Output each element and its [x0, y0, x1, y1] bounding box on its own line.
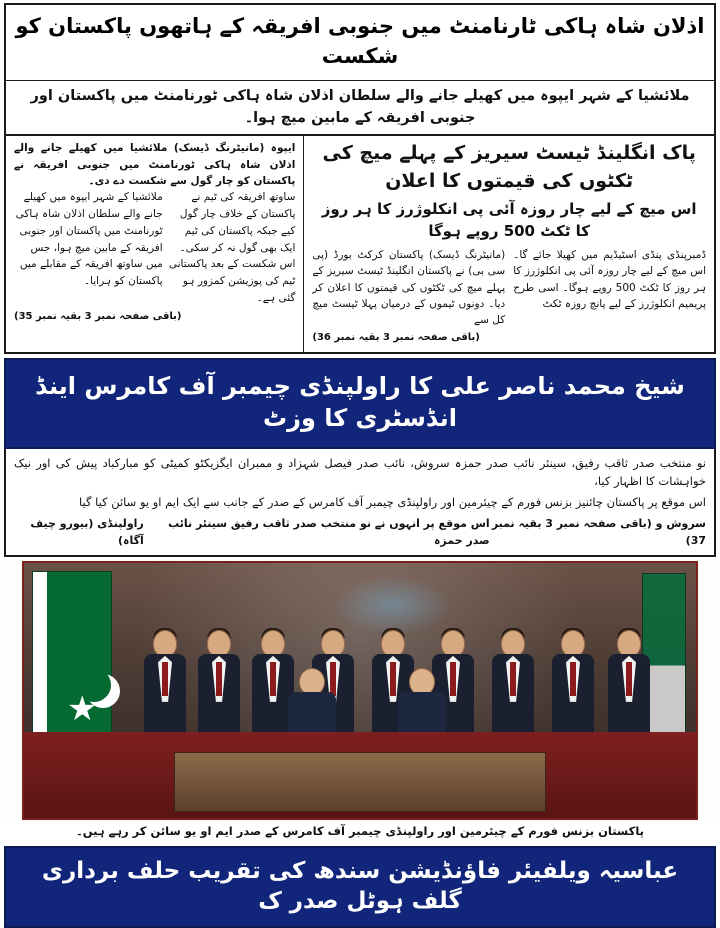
bottom-banner-headline — [4, 846, 716, 928]
news-columns — [4, 136, 716, 353]
mid-story-p1: نو منتخب صدر ثاقب رفیق، سینئر نائب صدر حمزہ سروش، نائب صدر فیصل شہزاد و ممبران ایگزیکٹو کمیٹی کو مبارکباد پیش کی اور نیک خواہشات کا اظہار کیا، — [14, 455, 706, 488]
mid-story-byline-row — [14, 515, 706, 549]
photo-background — [24, 563, 696, 818]
top-headline: اذلان شاہ ہاکی ٹارنامنٹ میں جنوبی افریقہ کے ہاتھوں پاکستان کو شکست — [15, 14, 705, 69]
story-right-continued: (باقی صفحہ نمبر 3 بقیہ نمبر 36) — [312, 332, 480, 344]
star-icon: ★ — [67, 688, 98, 729]
story-right-headline: پاک انگلینڈ ٹیسٹ سیریز کے پہلے میچ کی ٹکٹوں کی قیمتوں کا اعلان — [322, 142, 696, 192]
mid-story-byline-mid: اس موقع پر انہوں نے نو منتخب صدر ثاقب رفیق سینئر نائب صدر حمزہ — [168, 516, 490, 547]
mid-story-byline-left: سروش و (باقی صفحہ نمبر 3 بقیہ نمبر 37) — [491, 516, 706, 547]
top-headline-block — [4, 3, 716, 80]
mid-story-p2: اس موقع پر پاکستان چائنیز بزنس فورم کے چیئرمین اور راولپنڈی چیمبر آف کامرس کے صدر کے جانب سے ایک ایم او یو سائن کیا گیا — [78, 495, 706, 510]
story-right-subhead: اس میچ کے لیے چار روزہ آئی پی انکلوژرز کا ہر روز کا ٹکٹ 500 روپے ہوگا — [321, 200, 697, 241]
story-right-col-a: (مانیٹرنگ ڈیسک) پاکستان کرکٹ بورڈ (پی سی بی) نے پاکستان انگلینڈ ٹیسٹ سیریز کے پہلے میچ کی ٹکٹوں کی قیمتوں کا اعلان کر دیا۔ دونوں ٹیموں کے درمیان پہلا ٹیسٹ میچ کل سے — [312, 248, 506, 327]
story-right-col-b: ڈمبرپنڈی پنڈی اسٹیڈیم میں کھیلا جائے گا۔ اس میچ کے لیے چار روزہ آئی پی انکلوژرز کا ہر روز کا ٹکٹ 500 روپے ہوگا۔ اسی طرح پریمیم انکلوژرز کے لیے پانچ روزہ ٹکٹ — [513, 248, 706, 310]
screen-glow — [333, 575, 453, 635]
story-left — [6, 136, 303, 351]
newspaper-page — [0, 3, 720, 914]
main-banner-headline — [4, 358, 716, 449]
story-left-col-b: ساوتھ افریقہ کی ٹیم نے پاکستان کے خلاف چار گول کیے جبکہ پاکستان کی ٹیم ایک بھی گول نہ کر سکی۔ اس شکست کے بعد پاکستانی ٹیم کی پوزیشن کمزور ہو گئی ہے۔ — [168, 191, 296, 304]
photo-caption: پاکستان بزنس فورم کے چیئرمین اور راولپنڈی چیمبر آف کامرس کے صدر ایم او یو سائن کر رہے ہیں۔ — [76, 823, 644, 838]
person-figure — [142, 630, 188, 748]
signing-table — [174, 752, 546, 812]
story-right — [303, 136, 714, 351]
top-subhead-block — [4, 80, 716, 137]
person-figure — [490, 630, 536, 748]
bottom-banner-text: عباسیہ ویلفیئر فاؤنڈیشن سندھ کی تقریب حلف برداری گلف ہوٹل صدر ک — [41, 857, 679, 914]
story-left-dateline: ایپوہ (مانیٹرنگ ڈیسک) ملائشیا میں کھیلے جانے والے اذلان شاہ ہاکی ٹورنامنٹ میں جنوبی افریقہ نے پاکستان کو چار گول سے شکست دے دی۔ — [14, 142, 296, 187]
mid-story-block — [4, 449, 716, 557]
banner-text: شیخ محمد ناصر علی کا راولپنڈی چیمبر آف کامرس اینڈ انڈسٹری کا وزٹ — [35, 371, 685, 433]
story-left-continued: (باقی صفحہ نمبر 3 بقیہ نمبر 35) — [14, 310, 182, 322]
top-subhead: ملائشیا کے شہر ایپوہ میں کھیلے جانے والے سلطان اذلان شاہ ہاکی ٹورنامنٹ میں پاکستان اور جنوبی افریقہ کے مابین میچ ہوا۔ — [30, 87, 690, 126]
mid-story-byline-right: راولپنڈی (بیورو چیف آگاہ) — [30, 516, 144, 547]
group-photo — [22, 561, 698, 820]
person-figure — [196, 630, 242, 748]
person-figure — [606, 630, 652, 748]
story-left-col-a: ملائشیا کے شہر ایپوہ میں کھیلے جانے والے سلطان اذلان شاہ ہاکی ٹورنامنٹ میں پاکستان اور جنوبی افریقہ کے مابین میچ ہوا، جس میں ساوتھ افریقہ کے مقابلے میں پاکستان کو ہرایا۔ — [15, 191, 163, 288]
person-figure — [550, 630, 596, 748]
